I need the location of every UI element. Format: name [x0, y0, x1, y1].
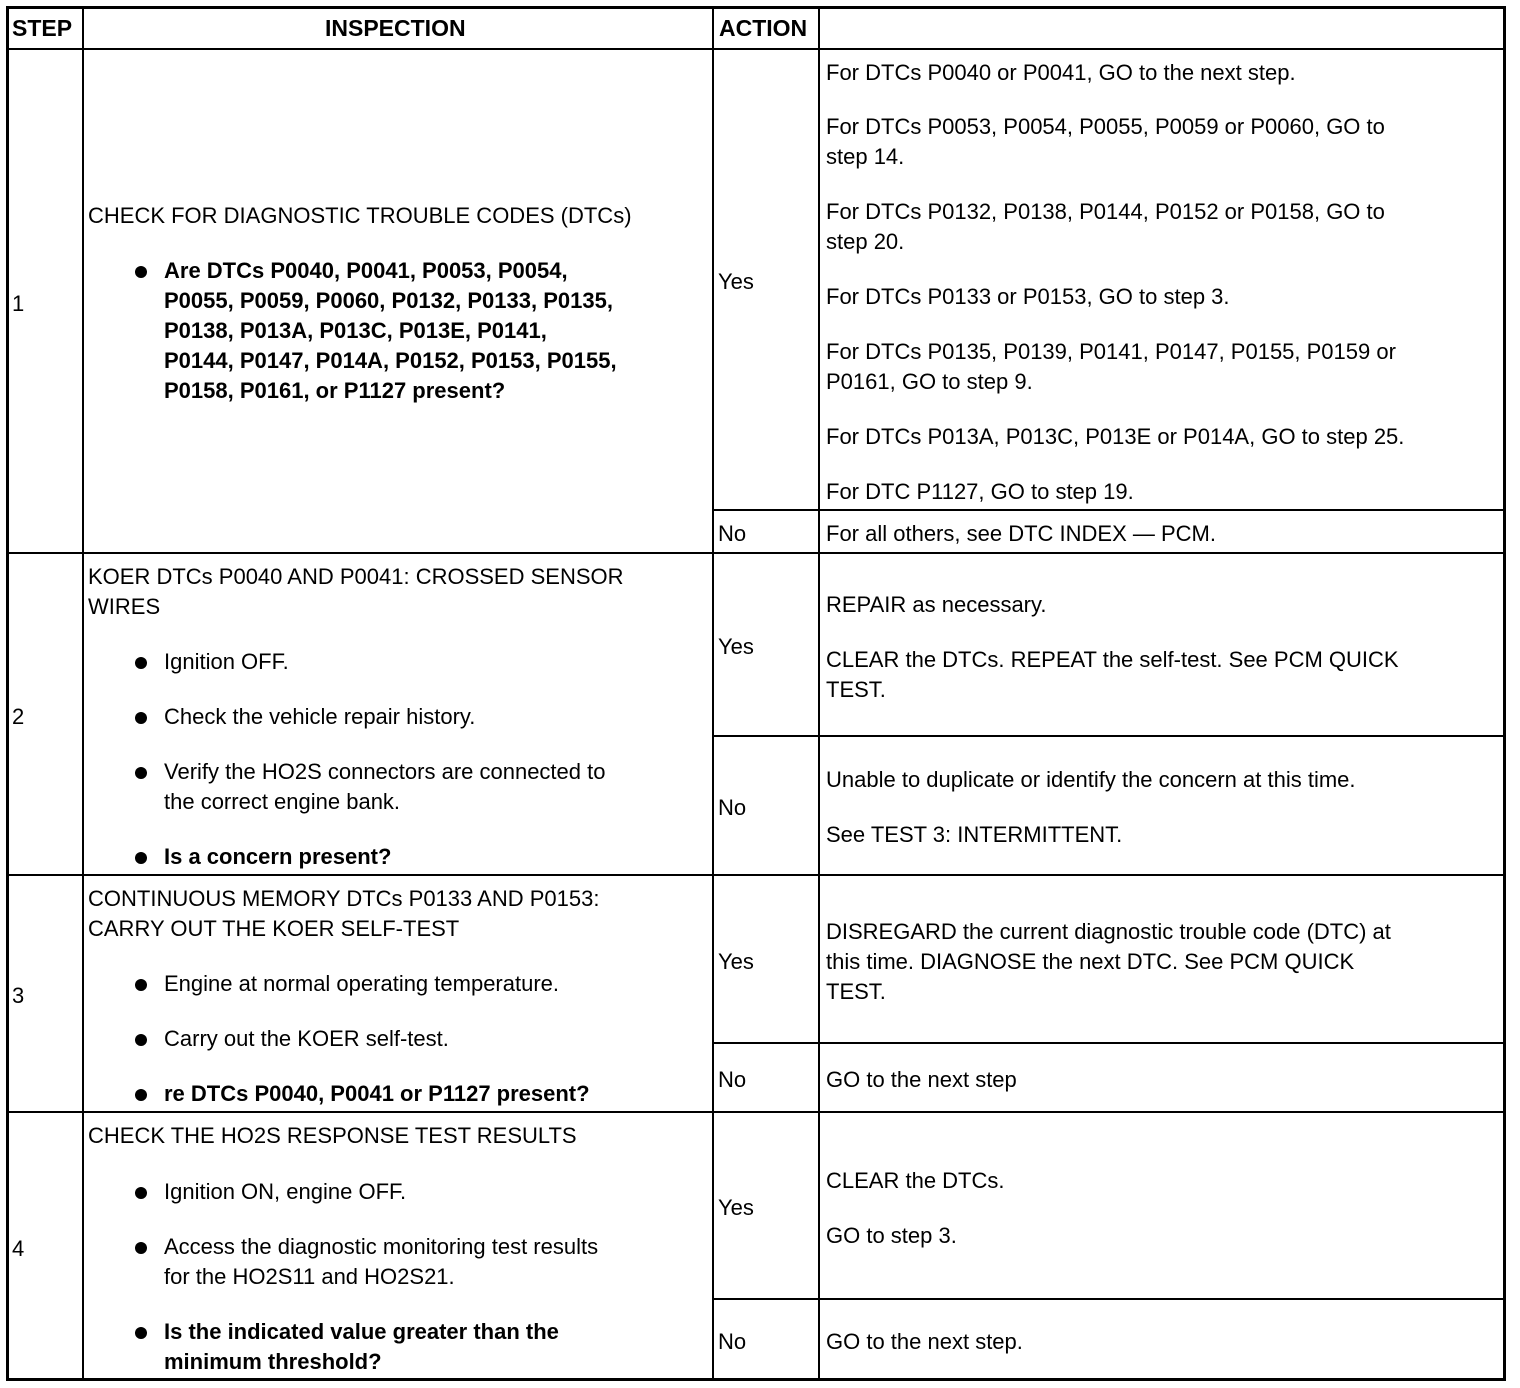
- bullet-text: Carry out the KOER self-test.: [164, 1026, 449, 1051]
- header-step: STEP: [12, 15, 73, 41]
- yes-label: Yes: [718, 1195, 754, 1220]
- bullet-text: the correct engine bank.: [164, 789, 401, 814]
- bullet-icon: [135, 979, 147, 991]
- action-text: For DTCs P0040 or P0041, GO to the next step.: [826, 60, 1296, 85]
- bullet-icon: [135, 1327, 147, 1339]
- action-text: For DTC P1127, GO to step 19.: [826, 479, 1134, 504]
- yes-label: Yes: [718, 634, 754, 659]
- inspection-question: P0055, P0059, P0060, P0132, P0133, P0135,: [164, 288, 613, 313]
- header-divider: [9, 48, 1503, 50]
- inspection-question: re DTCs P0040, P0041 or P1127 present?: [164, 1081, 590, 1106]
- row4-yes-no-divider: [712, 1298, 1506, 1300]
- yes-label: Yes: [718, 269, 754, 294]
- bullet-icon: [135, 852, 147, 864]
- bullet-icon: [135, 1034, 147, 1046]
- action-text: For all others, see DTC INDEX — PCM.: [826, 521, 1216, 546]
- action-text: For DTCs P0133 or P0153, GO to step 3.: [826, 284, 1230, 309]
- bullet-icon: [135, 712, 147, 724]
- step-number: 2: [12, 704, 25, 729]
- column-divider-inspection: [712, 9, 714, 1378]
- action-text: TEST.: [826, 677, 886, 702]
- action-text: GO to the next step: [826, 1067, 1017, 1092]
- inspection-question: P0138, P013A, P013C, P013E, P0141,: [164, 318, 547, 343]
- action-text: For DTCs P013A, P013C, P013E or P014A, GO to step 25.: [826, 424, 1405, 449]
- row2-yes-no-divider: [712, 735, 1506, 737]
- bullet-text: Ignition ON, engine OFF.: [164, 1179, 407, 1204]
- inspection-title: WIRES: [88, 594, 161, 619]
- column-divider-step: [82, 9, 84, 1378]
- no-label: No: [718, 1067, 747, 1092]
- bullet-icon: [135, 767, 147, 779]
- bullet-icon: [135, 657, 147, 669]
- action-text: For DTCs P0135, P0139, P0141, P0147, P0155, P0159 or: [826, 339, 1396, 364]
- inspection-title: CHECK THE HO2S RESPONSE TEST RESULTS: [88, 1123, 577, 1148]
- inspection-question: Is a concern present?: [164, 844, 392, 869]
- bullet-text: Access the diagnostic monitoring test results: [164, 1234, 599, 1259]
- bullet-icon: [135, 1242, 147, 1254]
- yes-label: Yes: [718, 949, 754, 974]
- action-text: See TEST 3: INTERMITTENT.: [826, 822, 1123, 847]
- bullet-text: Check the vehicle repair history.: [164, 704, 476, 729]
- action-text: DISREGARD the current diagnostic trouble code (DTC) at: [826, 919, 1391, 944]
- step-number: 1: [12, 291, 25, 316]
- action-text: P0161, GO to step 9.: [826, 369, 1033, 394]
- inspection-question: Are DTCs P0040, P0041, P0053, P0054,: [164, 258, 568, 283]
- action-text: step 14.: [826, 144, 905, 169]
- no-label: No: [718, 521, 747, 546]
- inspection-title: CONTINUOUS MEMORY DTCs P0133 AND P0153:: [88, 886, 600, 911]
- action-text: TEST.: [826, 979, 886, 1004]
- action-text: step 20.: [826, 229, 905, 254]
- action-text: CLEAR the DTCs.: [826, 1168, 1005, 1193]
- inspection-title: KOER DTCs P0040 AND P0041: CROSSED SENSOR: [88, 564, 624, 589]
- row1-yes-no-divider: [712, 509, 1506, 511]
- action-text: REPAIR as necessary.: [826, 592, 1047, 617]
- step-number: 3: [12, 983, 25, 1008]
- header-action: ACTION: [719, 15, 808, 41]
- action-text: GO to the next step.: [826, 1329, 1023, 1354]
- action-text: Unable to duplicate or identify the concern at this time.: [826, 767, 1356, 792]
- row-divider-2: [9, 874, 1503, 876]
- no-label: No: [718, 1329, 747, 1354]
- bullet-icon: [135, 266, 147, 278]
- inspection-title: CHECK FOR DIAGNOSTIC TROUBLE CODES (DTCs): [88, 203, 632, 228]
- bullet-text: Engine at normal operating temperature.: [164, 971, 560, 996]
- action-text: this time. DIAGNOSE the next DTC. See PCM QUICK: [826, 949, 1355, 974]
- bullet-text: for the HO2S11 and HO2S21.: [164, 1264, 455, 1289]
- diagnostic-table: [6, 6, 1506, 1381]
- inspection-title: CARRY OUT THE KOER SELF-TEST: [88, 916, 460, 941]
- bullet-icon: [135, 1089, 147, 1101]
- row3-yes-no-divider: [712, 1042, 1506, 1044]
- inspection-question: P0144, P0147, P014A, P0152, P0153, P0155,: [164, 348, 617, 373]
- bullet-text: Verify the HO2S connectors are connected to: [164, 759, 606, 784]
- row-divider-3: [9, 1111, 1503, 1113]
- header-inspection: INSPECTION: [325, 15, 466, 41]
- inspection-question: minimum threshold?: [164, 1349, 382, 1374]
- bullet-icon: [135, 1187, 147, 1199]
- step-number: 4: [12, 1236, 25, 1261]
- inspection-question: Is the indicated value greater than the: [164, 1319, 559, 1344]
- bullet-text: Ignition OFF.: [164, 649, 289, 674]
- row-divider-1: [9, 552, 1503, 554]
- action-text: For DTCs P0053, P0054, P0055, P0059 or P0060, GO to: [826, 114, 1385, 139]
- column-divider-action: [818, 9, 820, 1378]
- action-text: CLEAR the DTCs. REPEAT the self-test. See PCM QUICK: [826, 647, 1399, 672]
- inspection-question: P0158, P0161, or P1127 present?: [164, 378, 506, 403]
- no-label: No: [718, 795, 747, 820]
- action-text: For DTCs P0132, P0138, P0144, P0152 or P0158, GO to: [826, 199, 1385, 224]
- action-text: GO to step 3.: [826, 1223, 957, 1248]
